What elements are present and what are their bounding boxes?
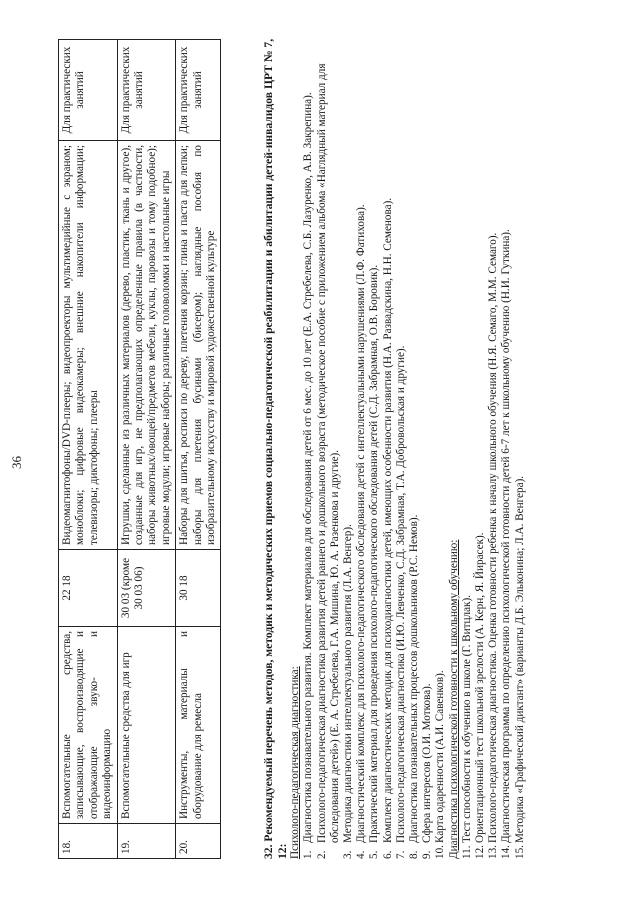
list-item (368, 29, 381, 859)
list-item-text: Методика «Графический диктант» (варианты Д.Б. Эльконина; Л.А. Венгера). (513, 475, 526, 843)
list-item-number: 15. (513, 845, 526, 859)
list-item (355, 29, 368, 859)
list-item-number: 4. (355, 850, 368, 859)
list-item-number: 3. (342, 850, 354, 859)
row-code: 22 18 (59, 550, 118, 627)
list-item-number: 12. (474, 845, 487, 859)
list-item-number: 6. (381, 850, 394, 859)
list-item (408, 29, 421, 859)
list-item-text: Психолого-педагогическая диагностика (И.Ю. Левченко, С.Д. Забрамная, Т.А. Добровольская и другие). (394, 345, 407, 843)
subheading-diagnostics: Психолого-педагогическая диагностика: (289, 666, 302, 859)
list-item-text: Диагностика познавательного развития. Комплект материалов для обследования детей от 6 мес. до 10 лет (Е.А. Стребелева, С.Б. Лазуренко, А.В. Закрепина). (302, 92, 315, 843)
row-name: Инструменты, материалы и оборудование для ремесла (176, 627, 221, 824)
school-readiness-list (461, 29, 527, 859)
row-code: 30 18 (176, 550, 221, 627)
list-item (316, 29, 342, 859)
list-item (461, 29, 474, 859)
list-item-text: Комплект диагностических методик для психодиагностики детей, имеющих особенности развития (Н.А. Развадскина, Н.Н. Семенова). (381, 197, 394, 843)
list-item (342, 29, 355, 859)
row-number: 19. (117, 824, 176, 859)
list-item (395, 29, 408, 859)
subheading-school-readiness: Диагностика психологической готовности к школьному обучению: (447, 539, 460, 859)
list-item-number: 11. (460, 845, 473, 859)
list-item-number: 1. (302, 850, 315, 859)
list-item-number: 8. (408, 850, 421, 859)
page-number: 36 (9, 456, 24, 469)
list-item-text: Методика диагностики интеллектуального развития (Л.А. Венгер). (342, 524, 354, 843)
list-item-number: 5. (368, 850, 381, 859)
list-item-number: 14. (500, 845, 513, 859)
list-item-text: Карта одаренности (А.И. Савенков). (434, 670, 447, 843)
row-number: 18. (59, 824, 118, 859)
list-item-number: 9. (421, 850, 434, 859)
list-item (421, 29, 434, 859)
list-item-text: Сфера интересов (О.И. Моткова). (421, 683, 434, 843)
section-title: 32. Рекомендуемый перечень методов, методик и методических приемов социально-педагогической реабилитации и абилитации детей-инвалидов ЦРТ № 7, 12: (262, 38, 289, 859)
list-item-text: Диагностика познавательных процессов дошкольников (Р.С. Немов). (408, 514, 421, 843)
list-item-text: Диагностический комплекс для психолого-педагогического обследования детей с интеллектуальными нарушениями (Л.Ф. Фатихова). (355, 204, 368, 843)
list-item (434, 29, 447, 859)
row-usage: Для практических занятий (176, 40, 221, 141)
list-item-number: 2. (315, 850, 328, 859)
list-item (514, 29, 527, 859)
methods-section (262, 29, 527, 859)
row-description: Видеомагнитофоны/DVD-плееры; видеопроекторы мультимедийные с экраном; моноблоки; цифровые видеокамеры; внешние накопители информации; телевизоры; диктофоны; плееры (59, 141, 118, 550)
list-item-text: Тест способности к обучению в школе (Г. Витцлак). (460, 595, 473, 843)
row-description: Наборы для шитья, росписи по дереву, плетения корзин; глина и паста для лепки; наборы для плетения бусинами (бисером); наглядные пособия по изобразительному искусству и мировой художественной культуре (176, 141, 221, 550)
list-item-number: 13. (487, 845, 500, 859)
row-name: Вспомогательные средства для игр (117, 627, 176, 824)
diagnostics-list (302, 29, 447, 859)
table-row (117, 40, 176, 859)
list-item (302, 29, 315, 859)
list-item (487, 29, 500, 859)
list-item-text: Ориентационный тест школьной зрелости (А. Керн, Я. Йирасек). (474, 532, 487, 843)
list-item-text: Психолого-педагогическая диагностика развития детей раннего и дошкольного возраста (методическое пособие с приложением альбома «Наглядный материал для обследования детей») (Е. А. Стребелева, Г.А. Мишина, Ю. А. Разенкова и другие). (315, 63, 341, 843)
row-usage: Для практических занятий (117, 40, 176, 141)
list-item (500, 29, 513, 859)
table-row (59, 40, 118, 859)
row-description: Игрушки, сделанные из различных материалов (дерево, пластик, ткань и другое), созданные для игр, не предполагающих определенные правила (в частности, наборы животных/овощей/предметов мебели, куклы, паровозы и тому подобное); игровые модули; игровые наборы; различные головоломки и настольные игры (117, 141, 176, 550)
list-item-text: Диагностическая программа по определению психологической готовности детей 6-7 лет к школьному обучению (Н.И. Гуткина). (500, 229, 513, 843)
list-item (474, 29, 487, 859)
row-code: 30 03 (кроме 30 03 06) (117, 550, 176, 627)
row-number: 20. (176, 824, 221, 859)
list-item-text: Психолого-педагогическая диагностика. Оценка готовности ребенка к началу школьного обучения (Н.Я. Семаго, М.М. Семаго). (487, 232, 500, 843)
table-row (176, 40, 221, 859)
list-item-number: 7. (394, 850, 407, 859)
list-item (382, 29, 395, 859)
row-name: Вспомогательные средства, записывающие, воспроизводящие и отображающие звуко- и видеоинформацию (59, 627, 118, 824)
equipment-table (58, 39, 221, 859)
list-item-text: Практический материал для проведения психолого-педагогического обследования детей (С.Д. Забрамная, О.В. Боровик). (368, 264, 381, 843)
row-usage: Для практических занятий (59, 40, 118, 141)
list-item-number: 10. (434, 845, 447, 859)
